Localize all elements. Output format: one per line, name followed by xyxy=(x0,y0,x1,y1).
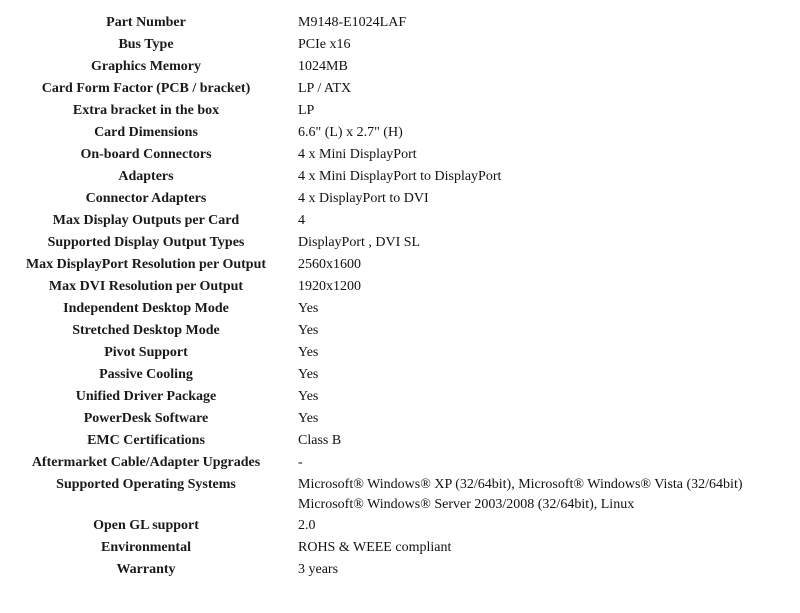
spec-value: - xyxy=(298,455,303,470)
spec-value: 4 x Mini DisplayPort to DisplayPort xyxy=(298,169,502,184)
spec-row-max-dp-resolution xyxy=(0,255,743,277)
spec-value: 2.0 xyxy=(298,518,316,533)
spec-value: PCIe x16 xyxy=(298,37,351,52)
spec-value: 1024MB xyxy=(298,59,348,74)
spec-label: Bus Type xyxy=(118,37,174,52)
spec-label: Card Form Factor (PCB / bracket) xyxy=(41,81,251,96)
spec-label: Max DVI Resolution per Output xyxy=(48,279,244,294)
spec-label: Warranty xyxy=(116,562,176,577)
spec-label: Connector Adapters xyxy=(85,191,207,206)
spec-row-pivot-support xyxy=(0,343,743,365)
spec-row-max-dvi-resolution xyxy=(0,277,743,299)
spec-row-part-number xyxy=(0,13,743,35)
spec-table xyxy=(0,13,743,582)
spec-value: M9148-E1024LAF xyxy=(298,15,407,30)
spec-label: Passive Cooling xyxy=(99,367,193,382)
spec-value: Yes xyxy=(298,323,319,338)
spec-label: Unified Driver Package xyxy=(75,389,217,404)
spec-label: Supported Operating Systems xyxy=(56,477,236,492)
spec-value: Yes xyxy=(298,301,319,316)
spec-row-adapters xyxy=(0,167,743,189)
spec-row-independent-desktop xyxy=(0,299,743,321)
spec-label: Graphics Memory xyxy=(90,59,202,74)
spec-row-output-types xyxy=(0,233,743,255)
spec-row-opengl xyxy=(0,516,743,538)
spec-label: EMC Certifications xyxy=(87,433,205,448)
spec-value: 4 x Mini DisplayPort xyxy=(298,147,417,162)
spec-value: 2560x1600 xyxy=(298,257,361,272)
spec-row-connector-adapters xyxy=(0,189,743,211)
spec-label: Max Display Outputs per Card xyxy=(52,213,240,228)
spec-value: 3 years xyxy=(298,562,339,577)
spec-row-max-display-outputs xyxy=(0,211,743,233)
spec-row-passive-cooling xyxy=(0,365,743,387)
spec-label: Environmental xyxy=(101,540,191,555)
spec-value: Yes xyxy=(298,367,319,382)
spec-value: DisplayPort , DVI SL xyxy=(298,235,421,250)
spec-row-extra-bracket xyxy=(0,101,743,123)
spec-value: Class B xyxy=(298,433,342,448)
spec-label: Pivot Support xyxy=(104,345,188,360)
spec-row-powerdesk xyxy=(0,409,743,431)
spec-value: Yes xyxy=(298,345,319,360)
spec-value: LP / ATX xyxy=(298,81,352,96)
spec-value: 6.6" (L) x 2.7" (H) xyxy=(298,125,403,140)
spec-label: Independent Desktop Mode xyxy=(63,301,229,316)
spec-row-bus-type xyxy=(0,35,743,57)
spec-value: 4 x DisplayPort to DVI xyxy=(298,191,429,206)
spec-row-stretched-desktop xyxy=(0,321,743,343)
spec-row-aftermarket-upgrades xyxy=(0,453,743,475)
spec-value: ROHS & WEEE compliant xyxy=(298,540,452,555)
spec-label: Extra bracket in the box xyxy=(72,103,220,118)
spec-label: Adapters xyxy=(118,169,174,184)
spec-value: Yes xyxy=(298,411,319,426)
spec-label: Supported Display Output Types xyxy=(47,235,245,250)
spec-row-emc-certifications xyxy=(0,431,743,453)
spec-value: Yes xyxy=(298,389,319,404)
spec-row-operating-systems xyxy=(0,475,743,516)
spec-row-form-factor xyxy=(0,79,743,101)
spec-value: 4 xyxy=(298,213,305,228)
spec-label: Stretched Desktop Mode xyxy=(72,323,220,338)
spec-label: Open GL support xyxy=(93,518,199,533)
spec-row-warranty xyxy=(0,560,743,582)
spec-label: Part Number xyxy=(106,15,186,30)
spec-row-onboard-connectors xyxy=(0,145,743,167)
spec-label: Aftermarket Cable/Adapter Upgrades xyxy=(31,455,261,470)
spec-value: Microsoft® Windows® XP (32/64bit), Microsoft® Windows® Vista (32/64bit) Microsoft® Windows® Server 2003/2008 (32/64bit), Linux xyxy=(298,477,743,512)
spec-value: LP xyxy=(298,103,315,118)
spec-label: PowerDesk Software xyxy=(83,411,209,426)
spec-row-card-dimensions xyxy=(0,123,743,145)
spec-label: Max DisplayPort Resolution per Output xyxy=(25,257,267,272)
spec-row-unified-driver xyxy=(0,387,743,409)
spec-label: On-board Connectors xyxy=(80,147,212,162)
spec-value: 1920x1200 xyxy=(298,279,361,294)
spec-row-graphics-memory xyxy=(0,57,743,79)
spec-row-environmental xyxy=(0,538,743,560)
spec-label: Card Dimensions xyxy=(94,125,198,140)
